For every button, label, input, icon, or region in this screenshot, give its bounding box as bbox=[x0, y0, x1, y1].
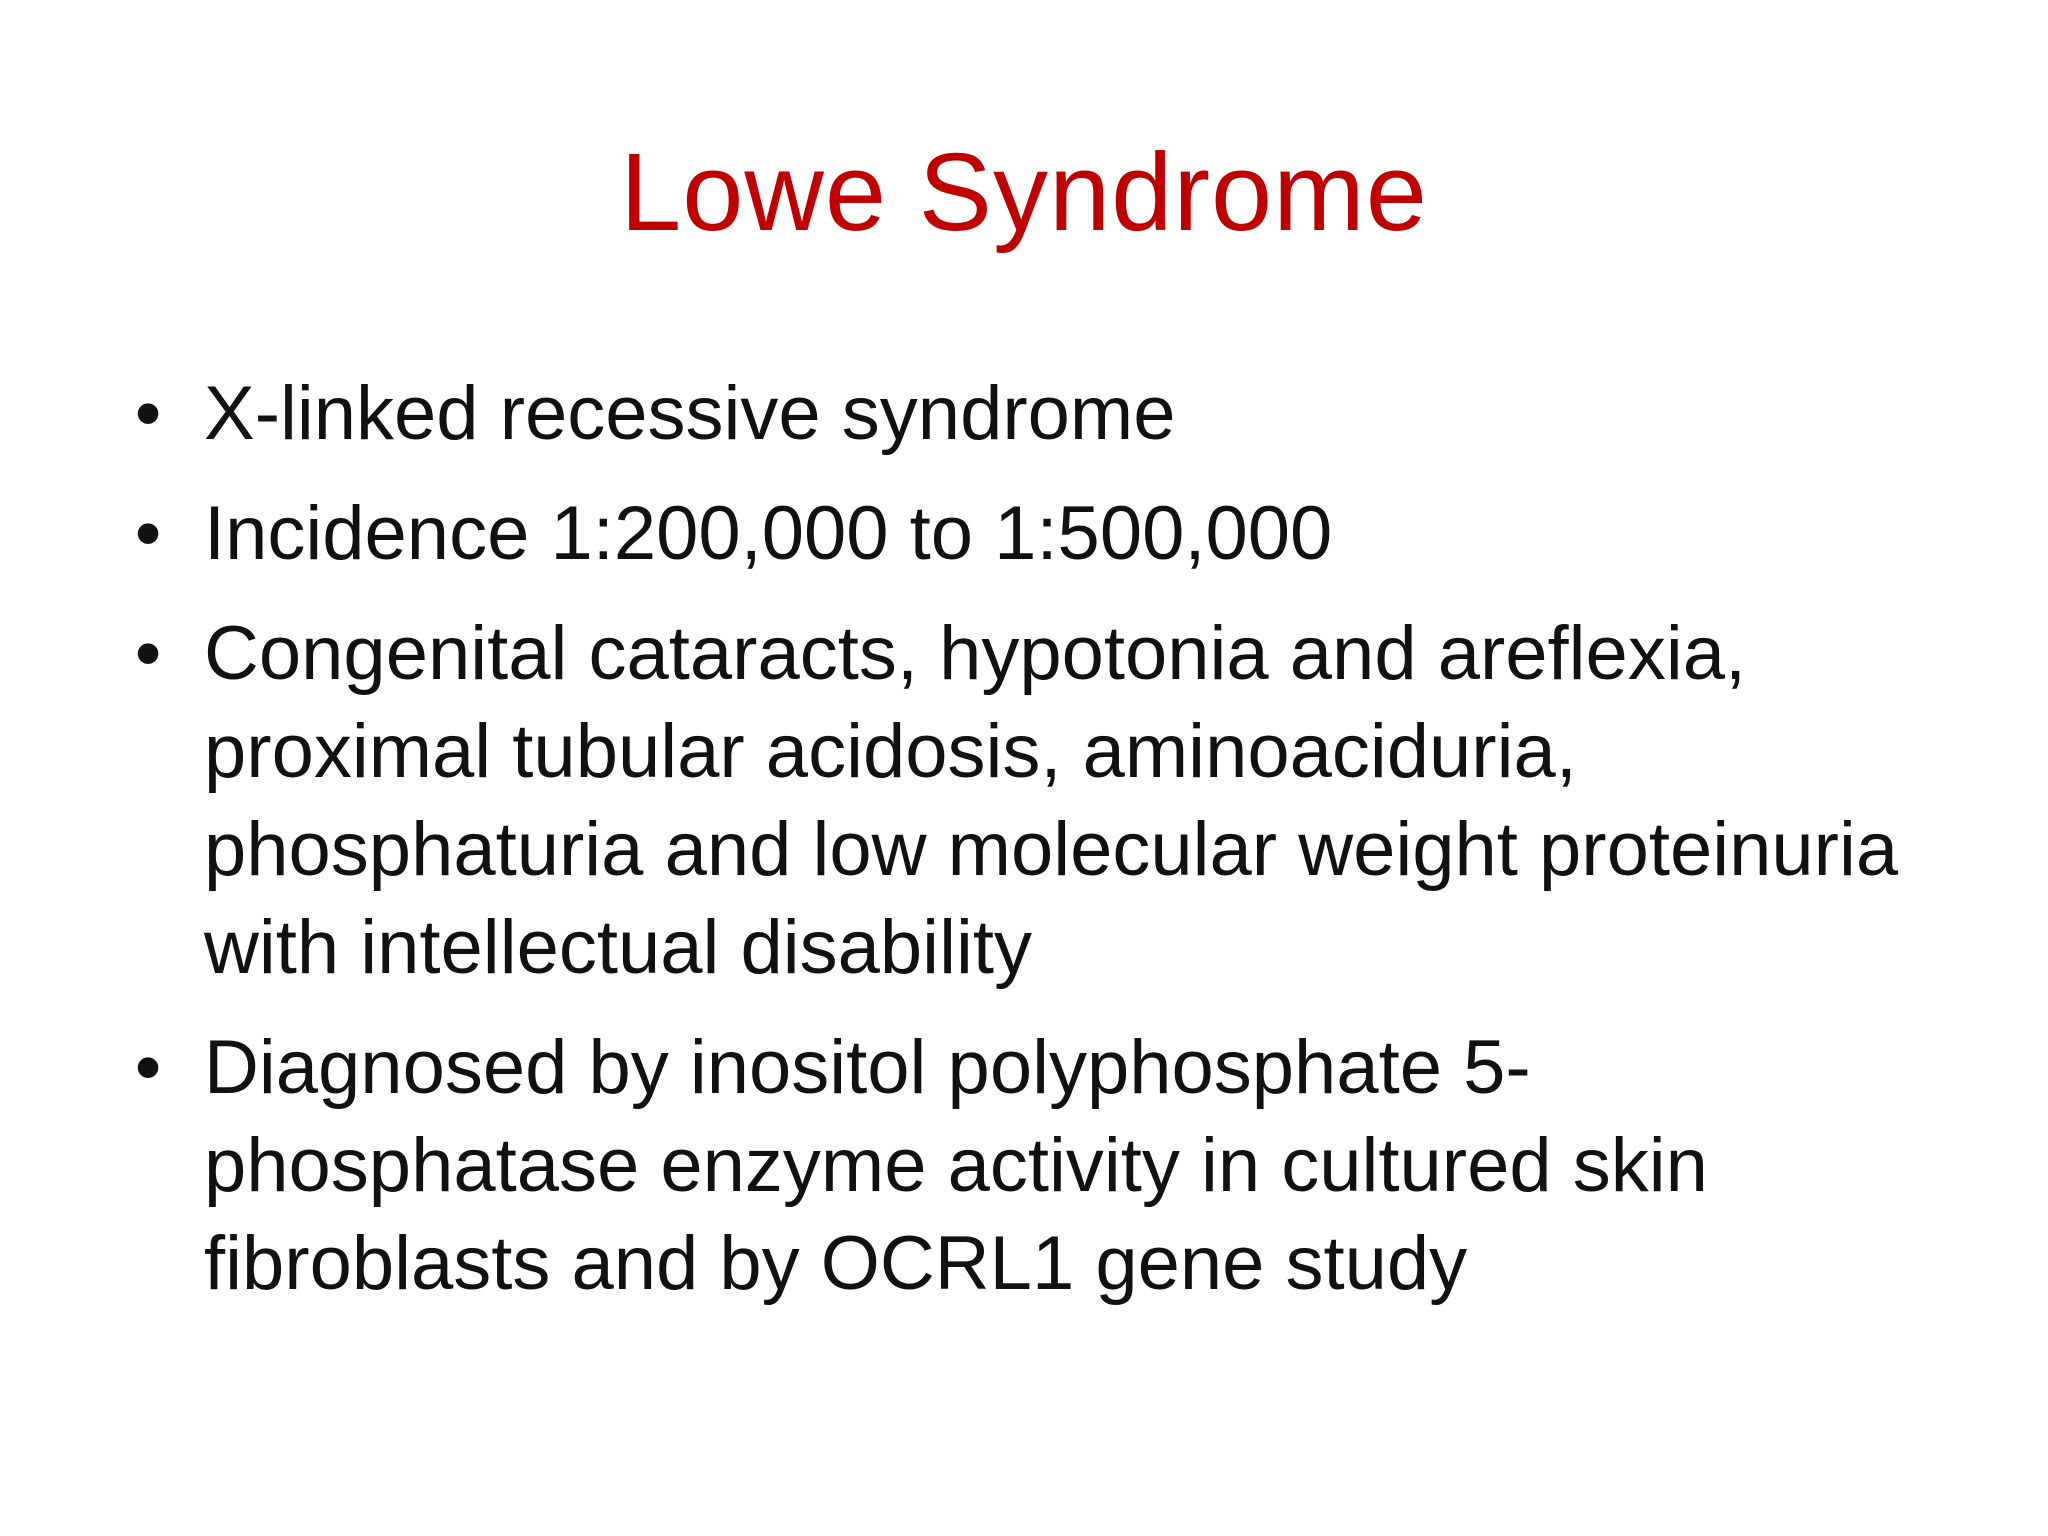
bullet-item bbox=[120, 1019, 1950, 1313]
bullet-text: Congenital cataracts, hypotonia and areflexia, proximal tubular acidosis, aminoaciduria, phosphaturia and low molecular weight proteinuria with intellectual disability bbox=[204, 611, 1899, 990]
bullet-item bbox=[120, 605, 1950, 997]
bullet-icon: • bbox=[134, 371, 162, 456]
slide-title: Lowe Syndrome bbox=[620, 131, 1428, 254]
bullet-text: Diagnosed by inositol polyphosphate 5-phosphatase enzyme activity in cultured skin fibroblasts and by OCRL1 gene study bbox=[204, 1025, 1708, 1306]
bullet-text: Incidence 1:200,000 to 1:500,000 bbox=[204, 491, 1333, 576]
bullet-item bbox=[120, 485, 1950, 583]
bullet-item bbox=[120, 365, 1950, 463]
bullet-icon: • bbox=[134, 1025, 162, 1110]
bullet-list bbox=[120, 365, 1950, 1335]
bullet-text: X-linked recessive syndrome bbox=[204, 371, 1176, 456]
bullet-icon: • bbox=[134, 611, 162, 696]
bullet-icon: • bbox=[134, 491, 162, 576]
